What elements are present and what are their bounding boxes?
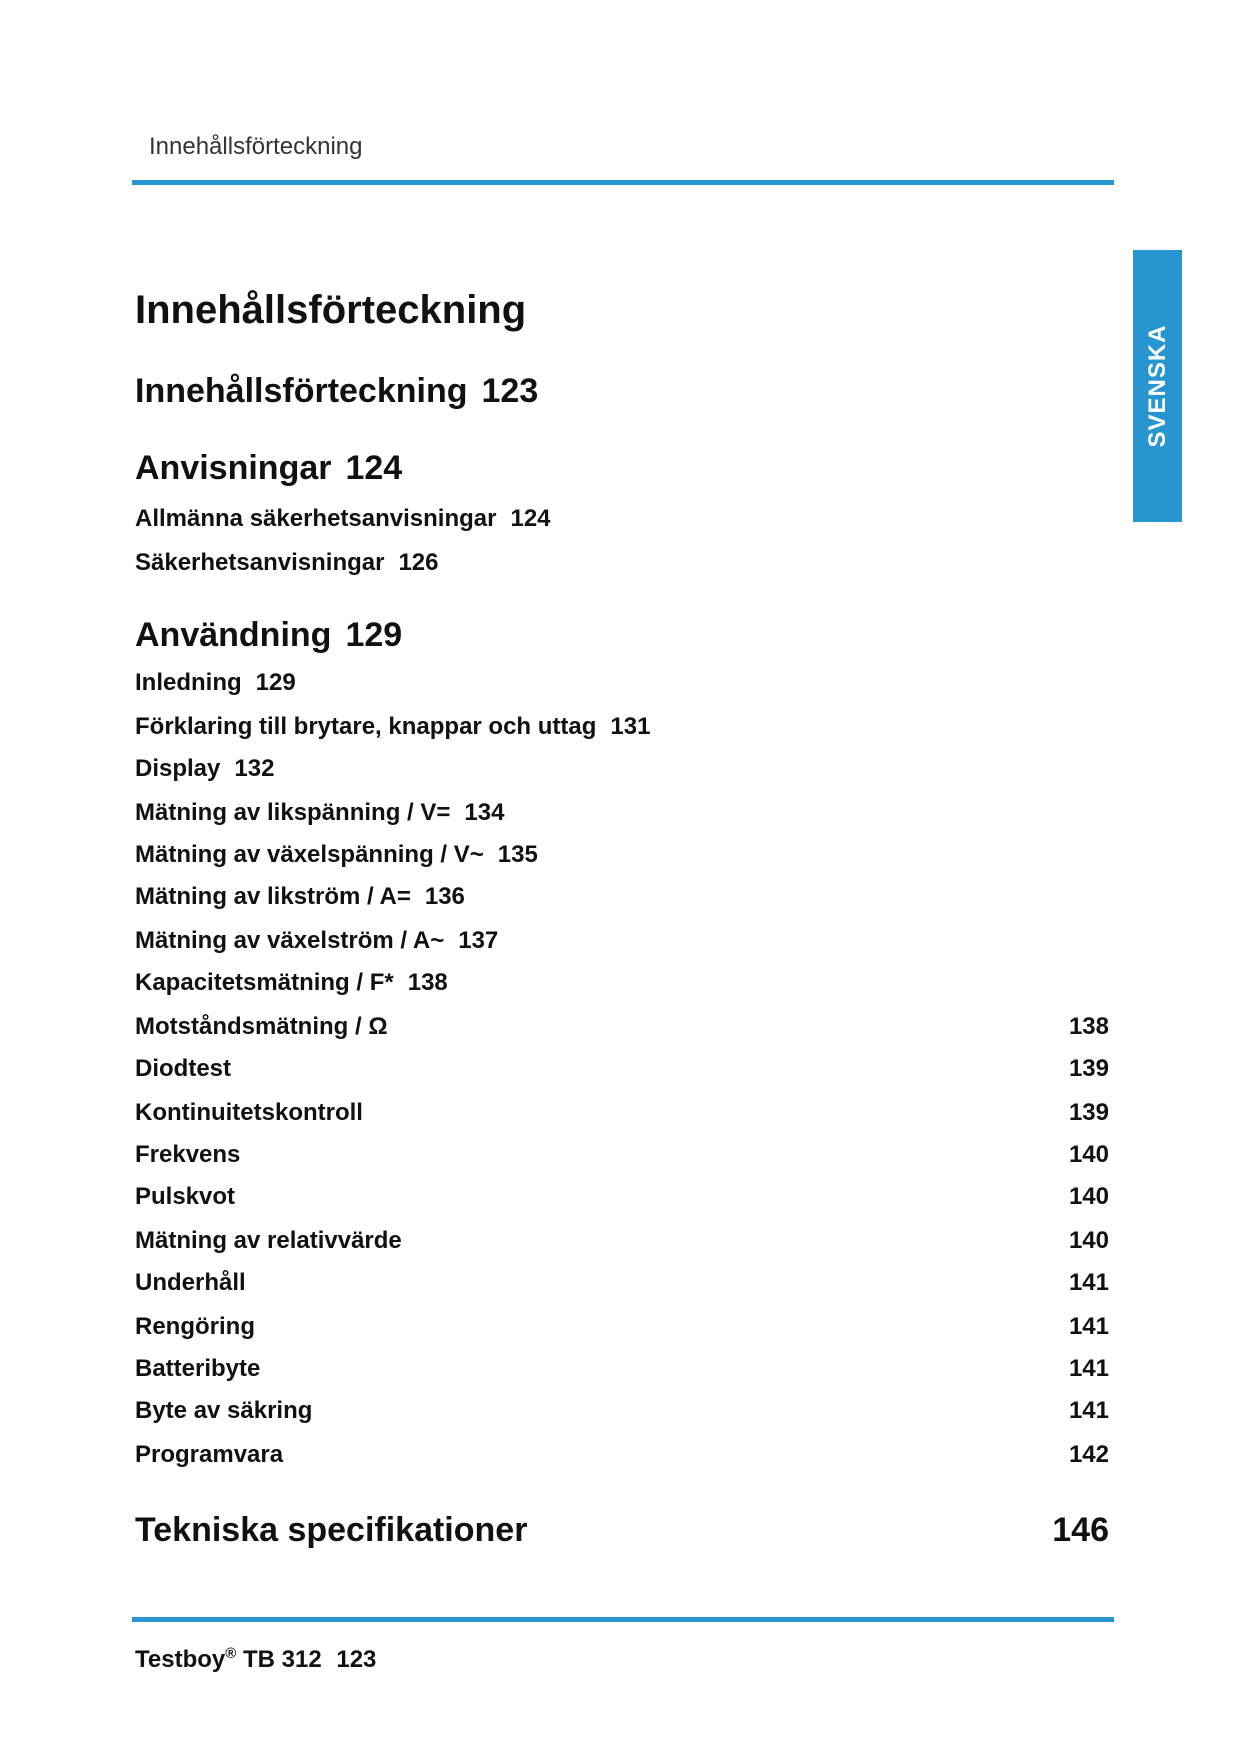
running-header: Innehållsförteckning bbox=[149, 133, 363, 160]
toc-entry-label: Anvisningar bbox=[135, 449, 332, 487]
toc-entry-label: Mätning av växelström / A~ bbox=[135, 927, 445, 954]
toc-entry[interactable] bbox=[135, 549, 1109, 577]
toc-entry[interactable] bbox=[135, 1141, 1109, 1169]
toc-entry-page: 123 bbox=[481, 372, 539, 410]
registered-mark: ® bbox=[225, 1645, 237, 1662]
toc-entry[interactable] bbox=[135, 1441, 1109, 1469]
toc-entry-page: 129 bbox=[345, 616, 403, 654]
toc-entry-page: 131 bbox=[610, 713, 651, 740]
toc-entry[interactable] bbox=[135, 755, 1109, 783]
toc-entry[interactable] bbox=[135, 969, 1109, 997]
toc-entry-label: Pulskvot bbox=[135, 1183, 236, 1210]
footer-page-number: 123 bbox=[336, 1646, 377, 1673]
toc-entry-page: 124 bbox=[345, 449, 403, 487]
toc-entry-label: Mätning av växelspänning / V~ bbox=[135, 841, 484, 868]
footer-brand: Testboy bbox=[135, 1646, 226, 1673]
toc-entry-label: Säkerhetsanvisningar bbox=[135, 549, 385, 576]
toc-entry-page: 139 bbox=[1068, 1099, 1109, 1126]
toc-entry-label: Mätning av likspänning / V= bbox=[135, 799, 451, 826]
toc-entry-label: Display bbox=[135, 755, 221, 782]
toc-entry-page: 139 bbox=[1068, 1055, 1109, 1082]
page-title: Innehållsförteckning bbox=[135, 288, 527, 332]
toc-entry-page: 142 bbox=[1068, 1441, 1109, 1468]
toc-entry-label: Användning bbox=[135, 616, 332, 654]
toc-entry-label: Kontinuitetskontroll bbox=[135, 1099, 363, 1126]
language-tab-label: SVENSKA bbox=[1143, 324, 1171, 448]
footer-model: TB 312 bbox=[242, 1646, 322, 1673]
toc-entry-page: 124 bbox=[510, 505, 551, 532]
toc-entry-page: 129 bbox=[255, 669, 296, 696]
toc-entry-page: 146 bbox=[1052, 1511, 1109, 1549]
header-rule bbox=[132, 180, 1114, 185]
toc-entry[interactable] bbox=[135, 372, 1109, 411]
toc-entry[interactable] bbox=[135, 1313, 1109, 1341]
toc-entry-page: 135 bbox=[497, 841, 538, 868]
toc-entry[interactable] bbox=[135, 505, 1109, 533]
toc-entry-page: 136 bbox=[424, 883, 465, 910]
toc-entry[interactable] bbox=[135, 1355, 1109, 1383]
toc-entry-label: Mätning av likström / A= bbox=[135, 883, 411, 910]
toc-entry-page: 141 bbox=[1068, 1313, 1109, 1340]
toc-entry-page: 140 bbox=[1068, 1183, 1109, 1210]
toc-entry-page: 141 bbox=[1068, 1397, 1109, 1424]
toc-entry-label: Förklaring till brytare, knappar och uttag bbox=[135, 713, 597, 740]
toc-entry-page: 141 bbox=[1068, 1269, 1109, 1296]
toc-entry-label: Batteribyte bbox=[135, 1355, 261, 1382]
toc-entry[interactable] bbox=[135, 1511, 1109, 1550]
toc-entry-page: 132 bbox=[234, 755, 275, 782]
toc-entry-label: Rengöring bbox=[135, 1313, 255, 1340]
toc-entry-page: 137 bbox=[458, 927, 499, 954]
toc-entry-page: 126 bbox=[398, 549, 439, 576]
toc-entry[interactable] bbox=[135, 669, 1109, 697]
toc-entry[interactable] bbox=[135, 1227, 1109, 1255]
toc-entry-label: Kapacitetsmätning / F* bbox=[135, 969, 394, 996]
toc-entry[interactable] bbox=[135, 1183, 1109, 1211]
toc-entry[interactable] bbox=[135, 927, 1109, 955]
toc-entry-label: Frekvens bbox=[135, 1141, 241, 1168]
toc-entry[interactable] bbox=[135, 713, 1109, 741]
toc-entry[interactable] bbox=[135, 1099, 1109, 1127]
toc-entry[interactable] bbox=[135, 1055, 1109, 1083]
toc-entry[interactable] bbox=[135, 1013, 1109, 1041]
toc-entry[interactable] bbox=[135, 616, 1109, 655]
toc-entry[interactable] bbox=[135, 799, 1109, 827]
toc-entry[interactable] bbox=[135, 449, 1109, 488]
toc-entry[interactable] bbox=[135, 841, 1109, 869]
toc-entry[interactable] bbox=[135, 1269, 1109, 1297]
toc-entry-label: Mätning av relativvärde bbox=[135, 1227, 402, 1254]
toc-entry[interactable] bbox=[135, 1397, 1109, 1425]
toc-entry-page: 140 bbox=[1068, 1141, 1109, 1168]
toc-entry-page: 138 bbox=[1068, 1013, 1109, 1040]
toc-entry-label: Underhåll bbox=[135, 1269, 246, 1296]
footer-rule bbox=[132, 1617, 1114, 1622]
toc-entry-label: Programvara bbox=[135, 1441, 284, 1468]
toc-entry-label: Inledning bbox=[135, 669, 242, 696]
language-tab bbox=[1133, 250, 1182, 522]
toc-entry-label: Tekniska specifikationer bbox=[135, 1511, 528, 1549]
toc-entry[interactable] bbox=[135, 883, 1109, 911]
toc-entry-label: Byte av säkring bbox=[135, 1397, 313, 1424]
toc-entry-page: 140 bbox=[1068, 1227, 1109, 1254]
toc-entry-label: Allmänna säkerhetsanvisningar bbox=[135, 505, 497, 532]
page-footer bbox=[135, 1645, 376, 1674]
toc-entry-page: 141 bbox=[1068, 1355, 1109, 1382]
toc-entry-label: Diodtest bbox=[135, 1055, 231, 1082]
toc-entry-label: Motståndsmätning / Ω bbox=[135, 1013, 388, 1040]
toc-entry-page: 138 bbox=[407, 969, 448, 996]
toc-entry-label: Innehållsförteckning bbox=[135, 372, 468, 410]
toc-entry-page: 134 bbox=[464, 799, 505, 826]
